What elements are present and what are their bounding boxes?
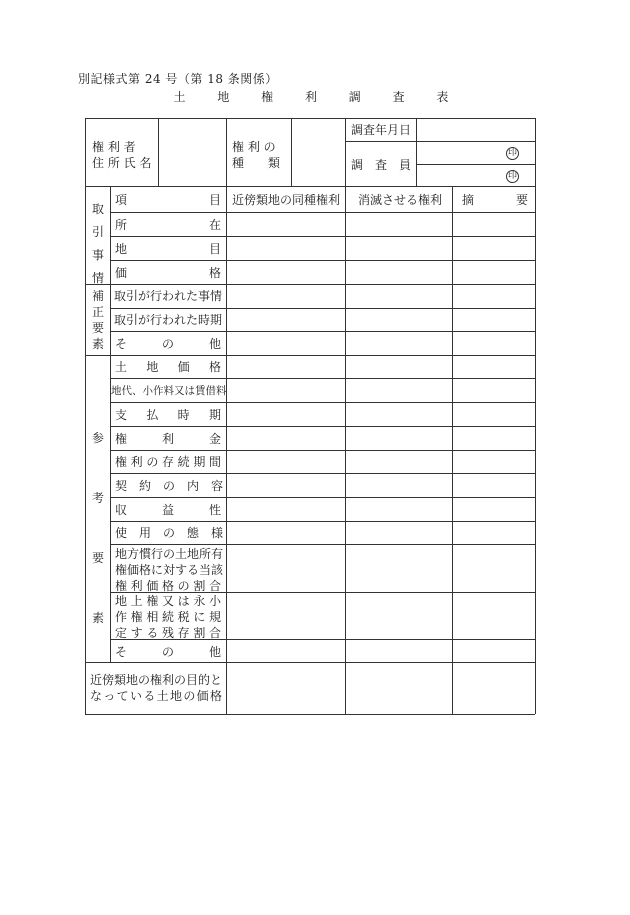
row-duration: 権利の存続期間 (115, 455, 221, 469)
holder-label-line1: 権 利 者 (92, 140, 136, 154)
grid-line (110, 236, 535, 237)
row-nearby-price (90, 672, 222, 704)
grid-line (291, 118, 292, 186)
right-type-value[interactable] (293, 120, 343, 184)
row-location: 所 在 (115, 218, 221, 232)
row-custom-ratio-l2: 権価格に対する当該 (115, 563, 224, 577)
grid-line (110, 308, 535, 309)
grid-line (158, 118, 159, 186)
grid-line (416, 118, 417, 186)
grid-line (85, 662, 535, 663)
row-custom-ratio-l3: 権利価格の割合 (115, 579, 221, 593)
col-header-item-text: 項 目 (115, 193, 221, 207)
grid-line (110, 544, 535, 545)
row-remaining-ratio (115, 593, 221, 641)
grid-line (110, 402, 535, 403)
row-price: 価 格 (115, 266, 221, 280)
holder-value[interactable] (160, 120, 224, 184)
grid-line (85, 186, 535, 187)
col-header-extinguished: 消滅させる権利 (358, 193, 443, 207)
grid-line (85, 284, 535, 285)
col-header-remarks: 摘 要 (462, 193, 528, 207)
row-nearby-price-l2: なっている土地の価格 (90, 689, 222, 703)
grid-line (110, 331, 535, 332)
row-custom-ratio (115, 546, 224, 594)
row-transaction-time: 取引が行われた時期 (114, 313, 223, 327)
col-header-nearby: 近傍類地の同種権利 (232, 193, 341, 207)
grid-line (110, 521, 535, 522)
right-type-label-line1: 権 利 の (232, 140, 276, 154)
surveyor-label: 調 査 員 (351, 158, 412, 172)
row-other-1: そ の 他 (115, 337, 221, 351)
section-correction-text: 補正要素 (92, 289, 105, 351)
grid-line (85, 118, 535, 119)
row-remaining-ratio-l1: 地上権又は永小 (115, 594, 221, 608)
section-correction (88, 288, 108, 352)
grid-line (110, 212, 535, 213)
grid-line (110, 186, 111, 662)
grid-line (85, 714, 535, 715)
row-transaction-circumstances: 取引が行われた事情 (114, 289, 223, 303)
grid-line (416, 164, 535, 165)
form-number: 別記様式第 24 号（第 18 条関係） (78, 72, 278, 86)
row-nearby-price-l1: 近傍類地の権利の目的と (90, 673, 223, 687)
row-profitability: 収 益 性 (115, 503, 221, 517)
grid-line (345, 118, 346, 714)
grid-line (535, 118, 536, 714)
holder-label-line2: 住 所 氏 名 (92, 156, 152, 170)
section-reference (88, 408, 108, 648)
row-rent: 地代、小作料又は賃借料 (111, 385, 227, 397)
row-land-category: 地 目 (115, 242, 221, 256)
row-key-money: 権 利 金 (115, 432, 221, 446)
grid-line (110, 450, 535, 451)
grid-line (85, 355, 535, 356)
row-remaining-ratio-l3: 定する残存割合 (115, 626, 221, 640)
row-land-price: 土 地 価 格 (115, 360, 221, 374)
page-title: 土 地 権 利 調 査 表 (173, 90, 463, 104)
grid-line (110, 260, 535, 261)
row-remaining-ratio-l2: 作権相続税に規 (115, 610, 221, 624)
grid-line (110, 497, 535, 498)
row-other-2: そ の 他 (115, 645, 221, 659)
survey-date-label: 調査年月日 (351, 123, 412, 137)
grid-line (226, 118, 227, 714)
section-reference-text: 参考要素 (92, 431, 105, 625)
right-type-label-line2: 種 類 (232, 156, 281, 170)
grid-line (110, 426, 535, 427)
survey-date-value[interactable] (418, 120, 533, 140)
section-transaction-text: 取引事情 (92, 202, 105, 285)
row-usage: 使 用 の 態 様 (115, 526, 224, 540)
grid-line (85, 118, 86, 714)
row-payment-time: 支 払 時 期 (115, 408, 221, 422)
col-header-item (115, 193, 221, 207)
seal-mark-1: 印 (507, 148, 517, 158)
grid-line (345, 141, 535, 142)
section-transaction (88, 198, 108, 290)
row-contract: 契 約 の 内 容 (115, 479, 224, 493)
seal-mark-2: 印 (507, 171, 517, 181)
grid-line (110, 378, 535, 379)
row-custom-ratio-l1: 地方慣行の土地所有 (115, 547, 224, 561)
grid-line (110, 473, 535, 474)
